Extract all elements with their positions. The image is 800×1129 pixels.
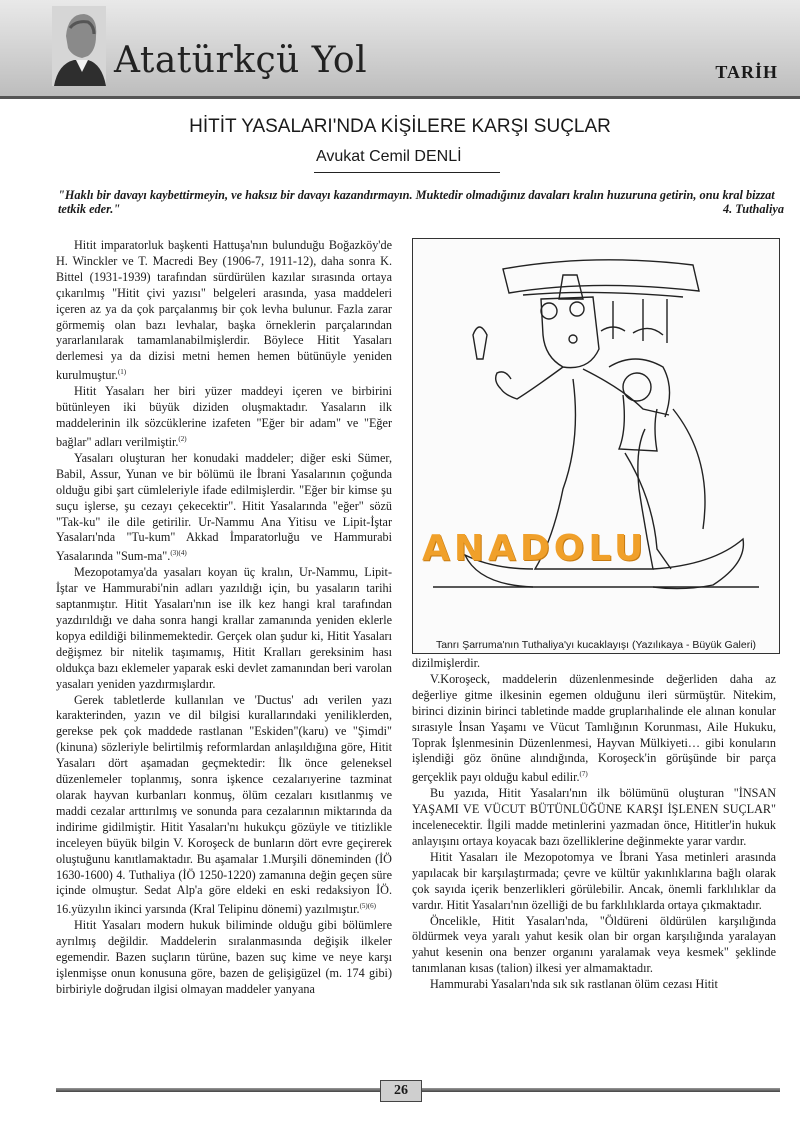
paragraph: Gerek tabletlerde kullanılan ve 'Ductus' adı verilen yazı karakterinden, yazın ve dil bilgisi kurallarındaki yeniliklerden, gerekse pek çok maddede rastlanan "Eskiden"(karu) ve "Şimdi" (kinuna) sözleriyle belirtilmiş reformlardan anlaşıldığına göre, Hitit Yasaları dört aşamadan geçmektedir: İlk önce geleneksel düzenlemeler toplanmış, sonra işkence cezalarıyerine tazminat olarak hayvan kurbanları konmuş, ölüm cezaları kısıtlanmış ve maddi cezalar arttırılmış ve sonunda para cezalarının miktarında da indirime gidilmiştir. Hitit Yasaları'nı hukukçu gözüyle ve titizlikle inceleyen büyük bilgin V. Koroşeck de bunların dört evre geçirerek oluştuğunu kanıtlamaktadır. Bu aşamalar 1.Murşili döneminden (İÖ 1630-1600) 4. Tuthaliya (İÖ 1250-1220) zamanına değin geçen süre içinde olmuştur. Sedat Alp'a göre eldeki en eski redaksiyon İÖ. 16.yüzyılın ikinci yarsında (Kral Telipinu dönemi) yazılmıştır.$^{(5)(6)}$ <box>56 692 392 917</box>
page-number: 26 <box>380 1080 422 1102</box>
paragraph: Mezopotamya'da yasaları koyan üç kralın, Ur-Nammu, Lipit-İştar ve Hammurabi'nin adları yazıldığı için, bu yasaların tarihi saptanmıştır. Hitit Yasaları'nın ise ilk kez hangi kral tarafından yazdırıldığı ve daha sonra hangi krallar zamanında yeniden eklerle kopya edildiği bilinmemektedir. Gerçek olan şudur ki, Hitit Yasaları değişmez bir nitelik taşımamış, Hitit Kralları gereksinim hası oldukça bazı eklemeler yaparak eski devlet zamanından beri varolan yasaları yeniden yazdırmışlardır. <box>56 565 392 691</box>
relief-figure <box>412 238 780 654</box>
paragraph: Hitit Yasaları ile Mezopotomya ve İbrani Yasa metinleri arasında yapılacak bir karşılaştırmada; çevre ve kültür yakınlıklarına bağlı olarak çok sayıda içerik benzerlikleri görülebilir. Ancak, önemli farklılıklar da vardır. Hitit Yasaları'nın özelliği de bu farklılıklarda ortaya çıkmaktadır. <box>412 849 776 912</box>
paragraph: dizilmişlerdir. <box>412 656 481 670</box>
epigraph-attribution: 4. Tuthaliya <box>722 202 784 216</box>
paragraph: Hitit Yasaları modern hukuk biliminde olduğu gibi bölümlere ayrılmış değildir. Maddelerin sıralanmasında değişik ilkeler egemendir. Bazen suçların türüne, bazen suç kime ve neye karşı işlenmişse onun konusuna göre, bazen de gelişigüzel (m. 174 gibi) birbiriyle doğrudan ilgisi olmayan maddeler yanyana <box>56 918 392 996</box>
section-tag: TARİH <box>715 62 778 82</box>
paragraph: Hammurabi Yasaları'nda sık sık rastlanan ölüm cezası Hitit <box>430 977 718 992</box>
article-title: HİTİT YASALARI'NDA KİŞİLERE KARŞI SUÇLAR <box>189 116 611 137</box>
paragraph: Hitit imparatorluk başkenti Hattuşa'nın bulunduğu Boğazköy'de H. Winckler ve T. Macredi Bey (1906-7, 1911-12), daha sonra K. Bittel (1931-1939) tarafından sürdürülen kazılar sırasında ortaya çıkarılmış "Hitit çivi yazısı" belgeleri arasında, yasa maddeleri içeren az ya da çok parçalanmış bir çok levha bulunur. Fazla zarar görmemiş olan bazı levhalar, başka örneklerin parçalarından yararlanılarak tamamlanabilmişlerdir. Böylece Hitit Yasaları derlemesi ya da dizisi metni hemen hemen bütünüyle yeniden kurulmuştur.$^{(1)}$ <box>56 238 392 383</box>
article-author: Avukat Cemil DENLİ <box>316 148 462 165</box>
left-column <box>56 238 392 998</box>
right-column <box>412 656 776 993</box>
watermark-text: ANADOLU <box>422 528 648 569</box>
portrait-image <box>52 6 106 86</box>
paragraph: Yasaları oluşturan her konudaki maddeler; diğer eski Sümer, Babil, Assur, Yunan ve bir bölümü ile İbrani Yasalarının çoğunda olduğu gibi şart cümleleriyle ifade edilmişlerdir. "Eğer bir kimse şu suçu işlerse, şu cezayı çekecektir". Hitit Yasalarında "eğer" sözü "Tak-ku" ile dile getirilir. Ur-Nammu Ana Yitisu ve Lipit-İştar Yasaları'nda "Tu-kum" Akkad İmparatorluğu ve Hammurabi Yasalarında "Sum-ma".$^{(3)(4)}$ <box>56 450 392 564</box>
epigraph-quote: "Haklı bir davayı kaybettirmeyin, ve haksız bir davayı kazandırmayın. Muktedir olmadığınız davaları kralın huzuruna getirin, onu kral bizzat tetkik eder." <box>58 188 775 216</box>
masthead-rule <box>0 96 800 99</box>
watermark-logo <box>422 528 647 569</box>
author-underline <box>314 172 500 173</box>
paragraph: Öncelikle, Hitit Yasaları'nda, "Öldüreni öldürülen karşılığında öldürmek veya yaralı yahut kesik olan bir organ karşılığında yaralayan yahut kesenin ona benzer organını yaralamak veya kesmek" şeklinde tanımlanan kısas (talion) ilkesi yer almamaktadır. <box>412 913 776 976</box>
paragraph: Bu yazıda, Hitit Yasaları'nın ilk bölümünü oluşturan "İNSAN YAŞAMI VE VÜCUT BÜTÜNLÜĞÜNE KARŞI İŞLENEN SUÇLAR" incelenecektir. İlgili madde metinlerini yazmadan önce, Hititler'in hukuk anlayışını ortaya koyacak bazı özelliklerine değinmekte yarar vardır. <box>412 786 776 849</box>
epigraph <box>58 188 784 216</box>
figure-caption: Tanrı Şarruma'nın Tuthaliya'yı kucaklayışı (Yazılıkaya - Büyük Galeri) <box>435 639 757 651</box>
paragraph: Hitit Yasaları her biri yüzer maddeyi içeren ve birbirini bütünleyen iki büyük diziden oluşmaktadır. Yasaların ilk maddelerinin ilk sözcüklerine izafeten "Eğer bir adam" ve "Eğer bağlar" adları verilmiştir.$^{(2)}$ <box>56 384 392 449</box>
masthead-title: Atatürkçü Yol <box>114 40 368 81</box>
paragraph: V.Koroşeck, maddelerin düzenlenmesinde değerliden daha az değerliye gitme ilkesinin egemen olduğunu ileri sürmüştür. Nitekim, birinci dizinin birinci tabletinde madde gruplarıhalinde ele alınan konular sırasıyle İnsan Yaşamı ve Vücut Tamlığının Korunması, Aile Hukuku, Toprak İşlenmesinin Düzenlenmesi, Hayvan Mülkiyeti… gibi konuların işlendiği göz önüne alındığında, Koroşeck'in görüşünde bir parça gerçeklik payı olduğu kabul edilir.$^{(7)}$ <box>412 671 776 785</box>
